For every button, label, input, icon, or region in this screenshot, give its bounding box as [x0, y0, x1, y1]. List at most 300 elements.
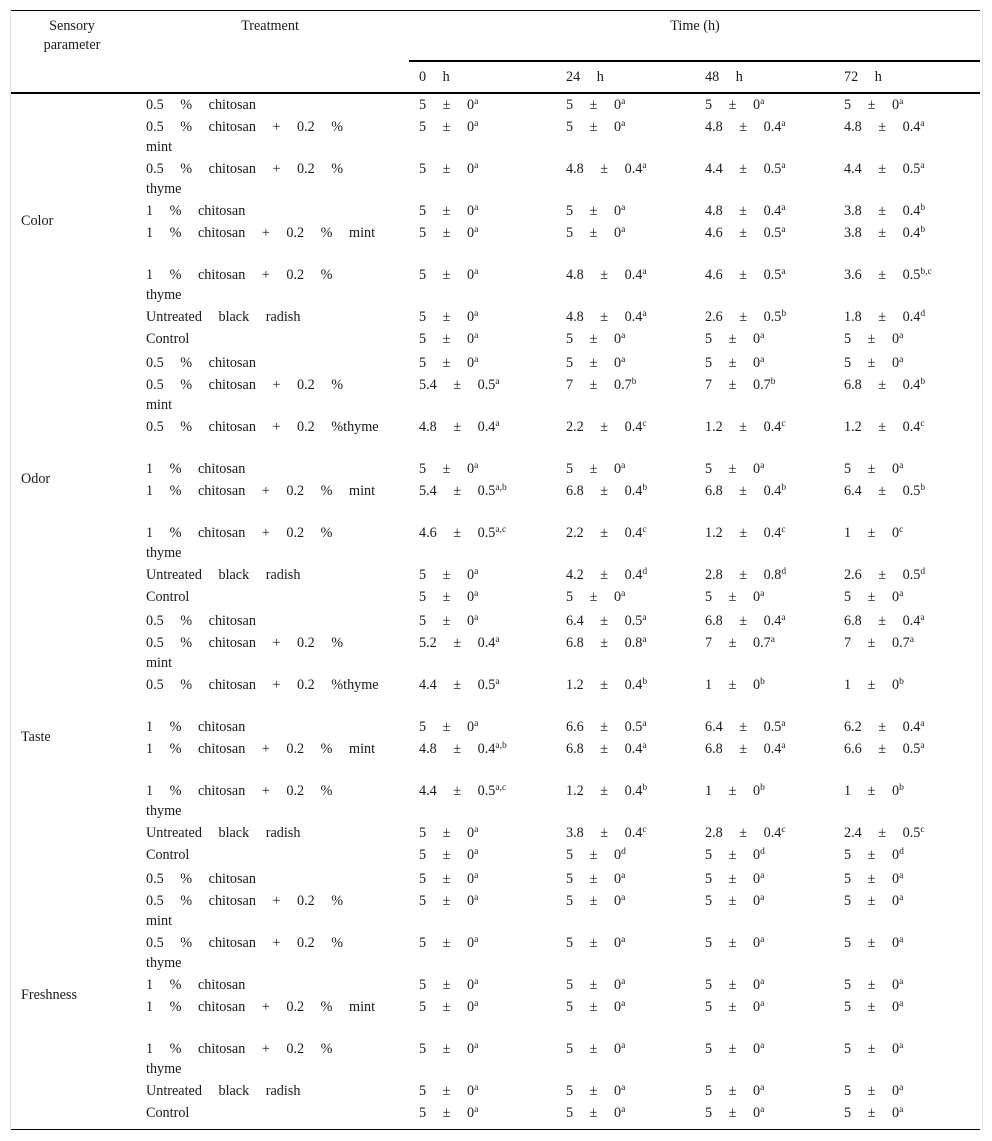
mean-sd-value: 6.4 ± 0.5	[705, 719, 782, 735]
value-cell	[419, 891, 478, 911]
significance-letter: a	[899, 589, 904, 599]
value-cell	[844, 933, 903, 953]
significance-letter: a	[474, 97, 479, 107]
mean-sd-value: 1 ± 0	[844, 783, 900, 799]
mean-sd-value: 4.6 ± 0.5	[705, 225, 782, 241]
mean-sd-value: 1.2 ± 0.4	[566, 783, 643, 799]
mean-sd-value: 5 ± 0	[419, 589, 475, 605]
value-cell	[844, 459, 903, 479]
treatment-cell: 1 % chitosan + 0.2 % mint	[146, 741, 376, 757]
significance-letter: a	[899, 935, 904, 945]
significance-letter: a	[920, 719, 925, 729]
mean-sd-value: 5 ± 0	[566, 999, 622, 1015]
significance-letter: a	[760, 935, 765, 945]
significance-letter: a,b	[495, 483, 507, 493]
mean-sd-value: 1 ± 0	[844, 525, 900, 541]
significance-letter: c	[642, 525, 647, 535]
header-time-72h: 72 h	[844, 69, 882, 85]
value-cell	[566, 1103, 625, 1123]
table-top-rule	[11, 10, 980, 11]
mean-sd-value: 5.4 ± 0.5	[419, 483, 496, 499]
treatment-cell: 1 % chitosan + 0.2 % mint	[146, 999, 376, 1015]
mean-sd-value: 5 ± 0	[419, 355, 475, 371]
mean-sd-value: 5 ± 0	[844, 871, 900, 887]
table-row	[0, 265, 992, 307]
mean-sd-value: 6.4 ± 0.5	[844, 483, 921, 499]
treatment-cell: Untreated black radish	[146, 1083, 301, 1099]
value-cell	[566, 329, 625, 349]
significance-letter: c	[642, 825, 647, 835]
mean-sd-value: 3.8 ± 0.4	[844, 225, 921, 241]
value-cell	[705, 823, 786, 843]
significance-letter: a	[621, 355, 626, 365]
mean-sd-value: 5 ± 0	[566, 1105, 622, 1121]
value-cell	[419, 717, 478, 737]
value-cell	[705, 95, 764, 115]
treatment-cell: 0.5 % chitosan + 0.2 % mint	[146, 377, 344, 413]
sensory-parameter-label: Odor	[21, 471, 51, 487]
treatment-cell: 0.5 % chitosan + 0.2 % thyme	[146, 161, 344, 197]
value-cell	[419, 1103, 478, 1123]
treatment-cell: 0.5 % chitosan + 0.2 %thyme	[146, 419, 379, 435]
value-cell	[566, 1081, 625, 1101]
mean-sd-value: 5 ± 0	[419, 977, 475, 993]
treatment-cell: 0.5 % chitosan	[146, 97, 256, 113]
value-cell	[419, 375, 500, 395]
mean-sd-value: 2.2 ± 0.4	[566, 525, 643, 541]
table-row	[0, 611, 992, 633]
significance-letter: a	[621, 119, 626, 129]
significance-letter: a	[474, 613, 479, 623]
value-cell	[419, 265, 478, 285]
mean-sd-value: 5 ± 0	[419, 331, 475, 347]
mean-sd-value: 6.8 ± 0.4	[705, 483, 782, 499]
value-cell	[419, 481, 507, 501]
significance-letter: a	[899, 97, 904, 107]
significance-letter: d	[621, 847, 626, 857]
treatment-cell: 1 % chitosan + 0.2 % thyme	[146, 783, 333, 819]
mean-sd-value: 2.2 ± 0.4	[566, 419, 643, 435]
significance-letter: a	[621, 935, 626, 945]
significance-letter: b	[920, 203, 926, 213]
mean-sd-value: 5 ± 0	[419, 225, 475, 241]
value-cell	[566, 159, 647, 179]
mean-sd-value: 5 ± 0	[419, 461, 475, 477]
significance-letter: b,c	[920, 267, 932, 277]
value-cell	[566, 523, 647, 543]
mean-sd-value: 6.8 ± 0.4	[844, 613, 921, 629]
mean-sd-value: 5 ± 0	[705, 935, 761, 951]
value-cell	[844, 307, 925, 327]
significance-letter: a	[474, 1083, 479, 1093]
significance-letter: a	[474, 331, 479, 341]
mean-sd-value: 5 ± 0	[705, 847, 761, 863]
mean-sd-value: 5 ± 0	[705, 999, 761, 1015]
treatment-cell: 1 % chitosan + 0.2 % mint	[146, 483, 376, 499]
value-cell	[844, 739, 925, 759]
value-cell	[844, 565, 925, 585]
significance-letter: a	[781, 719, 786, 729]
value-cell	[419, 459, 478, 479]
significance-letter: a	[899, 461, 904, 471]
significance-letter: a	[474, 119, 479, 129]
mean-sd-value: 5 ± 0	[566, 97, 622, 113]
value-cell	[844, 159, 925, 179]
significance-letter: a	[642, 161, 647, 171]
value-cell	[419, 1081, 478, 1101]
value-cell	[566, 997, 625, 1017]
value-cell	[419, 329, 478, 349]
mean-sd-value: 5 ± 0	[844, 1041, 900, 1057]
mean-sd-value: 5 ± 0	[705, 355, 761, 371]
value-cell	[844, 481, 925, 501]
value-cell	[566, 95, 625, 115]
value-cell	[844, 1039, 903, 1059]
significance-letter: d	[781, 567, 787, 577]
value-cell	[705, 375, 775, 395]
significance-letter: a	[899, 331, 904, 341]
value-cell	[566, 633, 647, 653]
mean-sd-value: 4.6 ± 0.5	[705, 267, 782, 283]
significance-letter: a	[760, 461, 765, 471]
significance-letter: a	[474, 825, 479, 835]
mean-sd-value: 5 ± 0	[844, 589, 900, 605]
mean-sd-value: 5 ± 0	[705, 331, 761, 347]
mean-sd-value: 6.4 ± 0.5	[566, 613, 643, 629]
value-cell	[705, 307, 786, 327]
mean-sd-value: 6.8 ± 0.4	[705, 741, 782, 757]
table-row	[0, 845, 992, 867]
treatment-cell: Control	[146, 331, 190, 347]
significance-letter: a	[920, 161, 925, 171]
treatment-cell: 1 % chitosan	[146, 203, 246, 219]
mean-sd-value: 1 ± 0	[705, 783, 761, 799]
table-row	[0, 933, 992, 975]
value-cell	[705, 717, 786, 737]
significance-letter: a	[621, 1041, 626, 1051]
mean-sd-value: 5 ± 0	[566, 1041, 622, 1057]
significance-letter: b	[760, 783, 765, 793]
value-cell	[566, 459, 625, 479]
value-cell	[419, 417, 500, 437]
mean-sd-value: 5 ± 0	[844, 1105, 900, 1121]
table-row	[0, 675, 992, 717]
value-cell	[705, 781, 765, 801]
significance-letter: a	[642, 741, 647, 751]
significance-letter: c	[781, 525, 786, 535]
significance-letter: a	[474, 161, 479, 171]
table-row	[0, 717, 992, 739]
mean-sd-value: 5 ± 0	[566, 203, 622, 219]
value-cell	[705, 975, 764, 995]
value-cell	[844, 891, 903, 911]
mean-sd-value: 7 ± 0.7	[705, 377, 771, 393]
mean-sd-value: 1 ± 0	[705, 677, 761, 693]
treatment-cell: 1 % chitosan	[146, 461, 246, 477]
mean-sd-value: 5 ± 0	[566, 977, 622, 993]
mean-sd-value: 5 ± 0	[566, 893, 622, 909]
table-row	[0, 1103, 992, 1125]
significance-letter: a	[899, 999, 904, 1009]
mean-sd-value: 5 ± 0	[844, 935, 900, 951]
significance-letter: a,c	[495, 525, 507, 535]
mean-sd-value: 7 ± 0.7	[844, 635, 910, 651]
mean-sd-value: 4.2 ± 0.4	[566, 567, 643, 583]
table-row	[0, 459, 992, 481]
mean-sd-value: 5 ± 0	[844, 97, 900, 113]
significance-letter: a	[899, 977, 904, 987]
significance-letter: a	[474, 871, 479, 881]
significance-letter: a	[474, 203, 479, 213]
significance-letter: a	[760, 355, 765, 365]
significance-letter: a	[474, 1041, 479, 1051]
value-cell	[844, 823, 925, 843]
value-cell	[566, 845, 626, 865]
mean-sd-value: 5 ± 0	[705, 97, 761, 113]
value-cell	[844, 353, 903, 373]
treatment-cell: 1 % chitosan	[146, 977, 246, 993]
value-cell	[419, 95, 478, 115]
mean-sd-value: 4.8 ± 0.4	[566, 309, 643, 325]
value-cell	[844, 95, 903, 115]
value-cell	[566, 587, 625, 607]
significance-letter: a	[642, 309, 647, 319]
mean-sd-value: 1.2 ± 0.4	[844, 419, 921, 435]
table-row	[0, 481, 992, 523]
mean-sd-value: 5 ± 0	[419, 999, 475, 1015]
mean-sd-value: 1.2 ± 0.4	[705, 419, 782, 435]
value-cell	[419, 201, 478, 221]
value-cell	[705, 845, 765, 865]
significance-letter: a	[642, 613, 647, 623]
treatment-cell: 0.5 % chitosan + 0.2 % mint	[146, 635, 344, 671]
mean-sd-value: 6.6 ± 0.5	[566, 719, 643, 735]
mean-sd-value: 1.2 ± 0.4	[705, 525, 782, 541]
value-cell	[566, 1039, 625, 1059]
treatment-cell: 0.5 % chitosan	[146, 355, 256, 371]
mean-sd-value: 2.6 ± 0.5	[844, 567, 921, 583]
value-cell	[844, 329, 903, 349]
value-cell	[419, 117, 478, 137]
significance-letter: b	[770, 377, 776, 387]
mean-sd-value: 5 ± 0	[419, 1041, 475, 1057]
value-cell	[844, 675, 904, 695]
significance-letter: b	[631, 377, 637, 387]
significance-letter: b	[781, 309, 787, 319]
value-cell	[419, 307, 478, 327]
significance-letter: a	[621, 871, 626, 881]
significance-letter: a	[621, 1105, 626, 1115]
significance-letter: a	[642, 267, 647, 277]
significance-letter: a	[474, 893, 479, 903]
mean-sd-value: 5 ± 0	[419, 1105, 475, 1121]
value-cell	[566, 307, 647, 327]
mean-sd-value: 7 ± 0.7	[566, 377, 632, 393]
table-row	[0, 117, 992, 159]
mean-sd-value: 5 ± 0	[844, 355, 900, 371]
significance-letter: a	[495, 377, 500, 387]
significance-letter: b	[642, 677, 648, 687]
value-cell	[844, 717, 925, 737]
mean-sd-value: 5 ± 0	[566, 847, 622, 863]
mean-sd-value: 6.8 ± 0.4	[566, 741, 643, 757]
header-bottom-rule	[11, 92, 980, 94]
mean-sd-value: 5 ± 0	[844, 977, 900, 993]
mean-sd-value: 6.6 ± 0.5	[844, 741, 921, 757]
table-row	[0, 565, 992, 587]
value-cell	[705, 1081, 764, 1101]
value-cell	[566, 375, 636, 395]
value-cell	[705, 633, 775, 653]
value-cell	[566, 201, 625, 221]
mean-sd-value: 5.2 ± 0.4	[419, 635, 496, 651]
significance-letter: a	[621, 589, 626, 599]
significance-letter: b	[920, 483, 926, 493]
mean-sd-value: 6.8 ± 0.4	[705, 613, 782, 629]
header-time-24h: 24 h	[566, 69, 604, 85]
significance-letter: a	[781, 613, 786, 623]
table-row	[0, 1081, 992, 1103]
mean-sd-value: 4.4 ± 0.5	[844, 161, 921, 177]
treatment-cell: Untreated black radish	[146, 567, 301, 583]
value-cell	[705, 459, 764, 479]
treatment-cell: Untreated black radish	[146, 309, 301, 325]
header-parameter: Sensory parameter	[43, 18, 101, 53]
sensory-parameter-label: Taste	[21, 729, 51, 745]
value-cell	[705, 329, 764, 349]
value-cell	[419, 633, 500, 653]
value-cell	[844, 633, 914, 653]
mean-sd-value: 5 ± 0	[566, 225, 622, 241]
treatment-cell: 0.5 % chitosan	[146, 871, 256, 887]
value-cell	[566, 223, 625, 243]
value-cell	[566, 417, 647, 437]
significance-letter: c	[920, 825, 925, 835]
value-cell	[705, 933, 764, 953]
table-row	[0, 375, 992, 417]
significance-letter: a,c	[495, 783, 507, 793]
table-row	[0, 823, 992, 845]
value-cell	[844, 375, 925, 395]
significance-letter: a	[781, 225, 786, 235]
significance-letter: a	[621, 977, 626, 987]
value-cell	[705, 891, 764, 911]
table-row	[0, 329, 992, 351]
significance-letter: a	[760, 589, 765, 599]
significance-letter: a	[909, 635, 914, 645]
value-cell	[844, 611, 925, 631]
significance-letter: a	[474, 999, 479, 1009]
significance-letter: a	[474, 1105, 479, 1115]
mean-sd-value: 5 ± 0	[705, 1105, 761, 1121]
mean-sd-value: 5 ± 0	[419, 613, 475, 629]
table-row	[0, 353, 992, 375]
mean-sd-value: 4.8 ± 0.4	[566, 267, 643, 283]
value-cell	[705, 1039, 764, 1059]
significance-letter: c	[781, 825, 786, 835]
mean-sd-value: 3.8 ± 0.4	[566, 825, 643, 841]
significance-letter: d	[920, 309, 926, 319]
value-cell	[705, 611, 786, 631]
mean-sd-value: 5 ± 0	[419, 719, 475, 735]
mean-sd-value: 5 ± 0	[419, 893, 475, 909]
significance-letter: a	[642, 719, 647, 729]
significance-letter: a	[760, 1041, 765, 1051]
value-cell	[566, 717, 647, 737]
significance-letter: c	[920, 419, 925, 429]
mean-sd-value: 4.4 ± 0.5	[705, 161, 782, 177]
value-cell	[844, 523, 903, 543]
value-cell	[705, 565, 786, 585]
treatment-cell: 1 % chitosan + 0.2 % thyme	[146, 267, 333, 303]
mean-sd-value: 5 ± 0	[844, 847, 900, 863]
header-time: Time (h)	[670, 18, 720, 34]
significance-letter: d	[920, 567, 926, 577]
value-cell	[705, 481, 786, 501]
mean-sd-value: 4.4 ± 0.5	[419, 677, 496, 693]
mean-sd-value: 5 ± 0	[419, 1083, 475, 1099]
table-row	[0, 95, 992, 117]
significance-letter: a,b	[495, 741, 507, 751]
table-row	[0, 781, 992, 823]
header-time-48h: 48 h	[705, 69, 743, 85]
significance-letter: a	[474, 355, 479, 365]
sensory-parameter-label: Color	[21, 213, 54, 229]
treatment-cell: 0.5 % chitosan + 0.2 % mint	[146, 119, 344, 155]
value-cell	[419, 523, 506, 543]
mean-sd-value: 7 ± 0.7	[705, 635, 771, 651]
mean-sd-value: 1 ± 0	[844, 677, 900, 693]
mean-sd-value: 3.8 ± 0.4	[844, 203, 921, 219]
value-cell	[419, 565, 478, 585]
significance-letter: a	[760, 977, 765, 987]
value-cell	[705, 223, 786, 243]
mean-sd-value: 5 ± 0	[419, 203, 475, 219]
treatment-cell: 1 % chitosan + 0.2 % thyme	[146, 1041, 333, 1077]
value-cell	[705, 353, 764, 373]
significance-letter: a	[474, 309, 479, 319]
treatment-cell: 0.5 % chitosan + 0.2 %thyme	[146, 677, 379, 693]
treatment-cell: Control	[146, 847, 190, 863]
significance-letter: a	[760, 331, 765, 341]
treatment-cell: 1 % chitosan + 0.2 % mint	[146, 225, 376, 241]
significance-letter: a	[621, 1083, 626, 1093]
table-row	[0, 307, 992, 329]
significance-letter: a	[474, 589, 479, 599]
value-cell	[566, 869, 625, 889]
mean-sd-value: 4.8 ± 0.4	[419, 419, 496, 435]
significance-letter: a	[760, 999, 765, 1009]
table-row	[0, 417, 992, 459]
mean-sd-value: 6.8 ± 0.4	[566, 483, 643, 499]
mean-sd-value: 5 ± 0	[844, 461, 900, 477]
mean-sd-value: 5 ± 0	[844, 893, 900, 909]
value-cell	[705, 117, 786, 137]
value-cell	[419, 739, 507, 759]
table-row	[0, 891, 992, 933]
significance-letter: a	[474, 935, 479, 945]
value-cell	[566, 611, 647, 631]
table-row	[0, 159, 992, 201]
table-row	[0, 523, 992, 565]
value-cell	[844, 417, 925, 437]
significance-letter: c	[899, 525, 904, 535]
value-cell	[705, 997, 764, 1017]
value-cell	[566, 481, 647, 501]
significance-letter: a	[899, 1105, 904, 1115]
table-row	[0, 869, 992, 891]
significance-letter: a	[760, 893, 765, 903]
